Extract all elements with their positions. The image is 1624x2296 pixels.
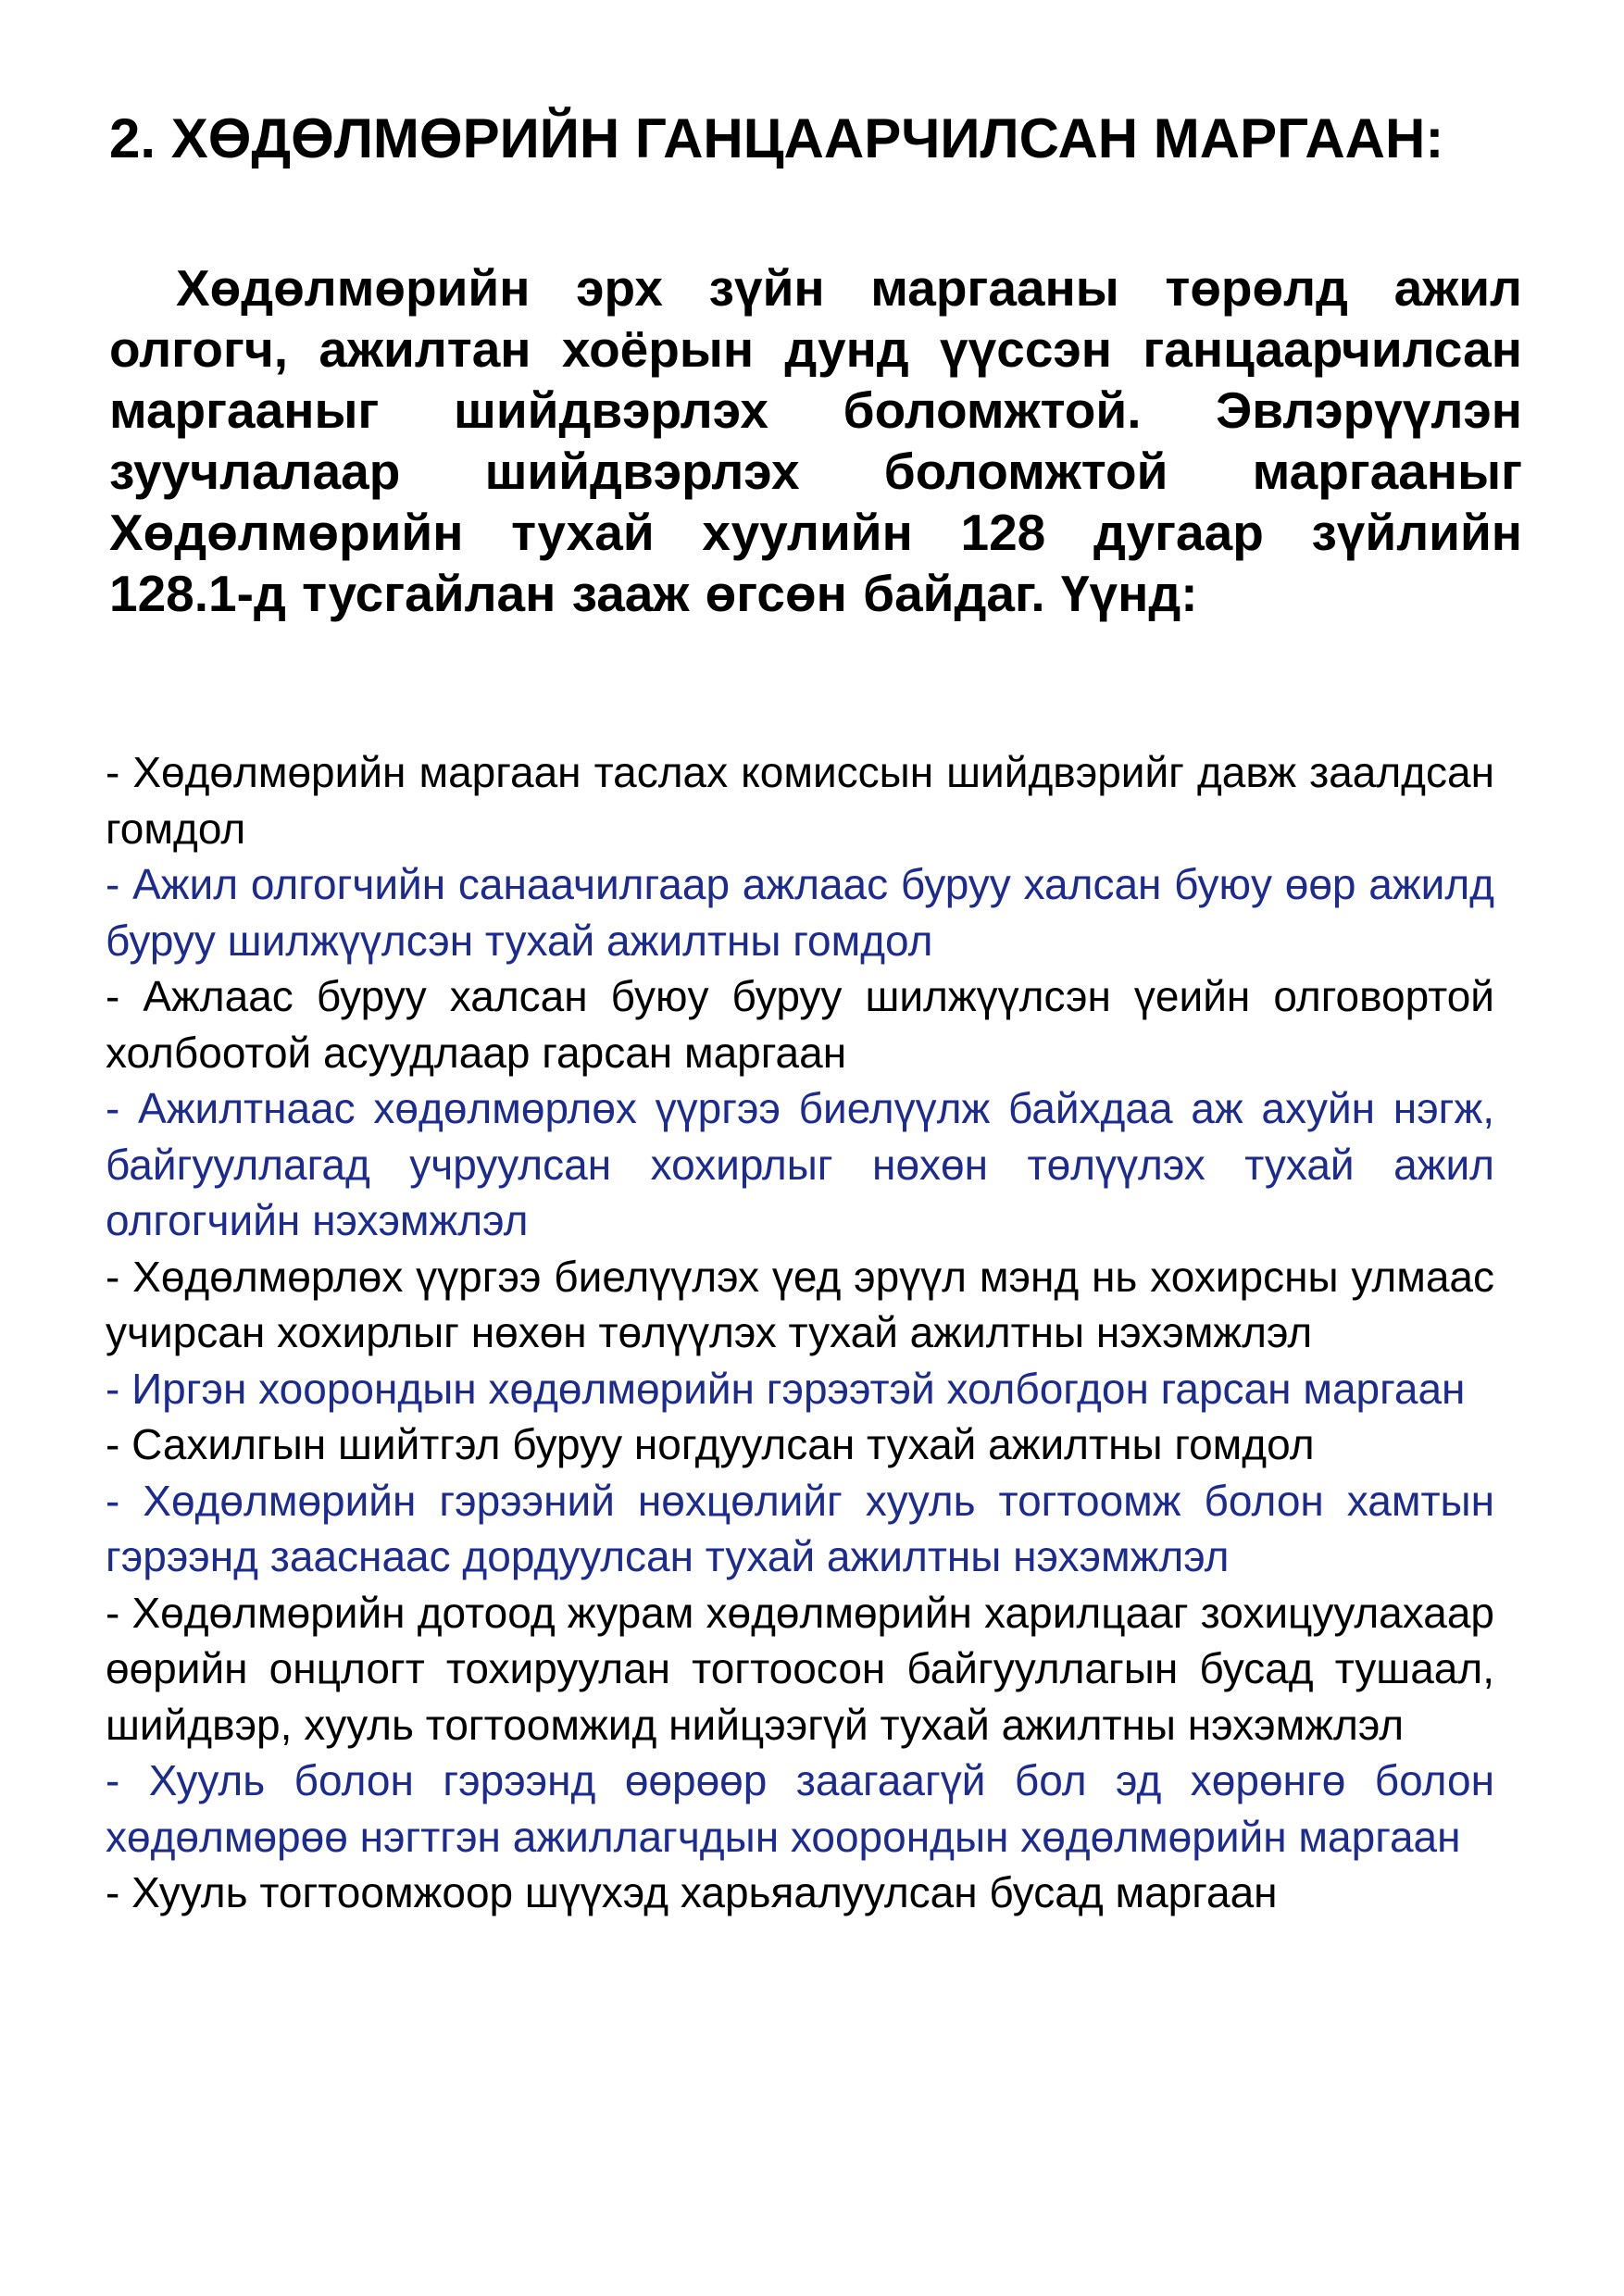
- list-item: - Хөдөлмөрийн маргаан таслах комиссын шийдвэрийг давж заалдсан гомдол: [106, 748, 1494, 853]
- list-item: - Хөдөлмөрлөх үүргээ биелүүлэх үед эрүүл мэнд нь хохирсны улмаас учирсан хохирлыг нөхөн төлүүлэх тухай ажилтны нэхэмжлэл: [106, 1252, 1494, 1356]
- list-item: - Хууль болон гэрээнд өөрөөр заагаагүй бол эд хөрөнгө болон хөдөлмөрөө нэгтгэн ажиллагчдын хоорондын хөдөлмөрийн маргаан: [106, 1756, 1494, 1861]
- list-item: - Хөдөлмөрийн дотоод журам хөдөлмөрийн харилцааг зохицуулахаар өөрийн онцлогт тохируулан тогтоосон байгууллагын бусад тушаал, шийдвэр, хууль тогтоомжид нийцээгүй тухай ажилтны нэхэмжлэл: [106, 1588, 1494, 1749]
- dispute-type-list: [106, 744, 1494, 1921]
- list-item: - Ажилтнаас хөдөлмөрлөх үүргээ биелүүлж байхдаа аж ахуйн нэгж, байгууллагад учруулсан хохирлыг нөхөн төлүүлэх тухай ажил олгогчийн нэхэмжлэл: [106, 1084, 1494, 1244]
- list-item: - Иргэн хоорондын хөдөлмөрийн гэрээтэй холбогдон гарсан маргаан: [106, 1364, 1466, 1413]
- intro-paragraph: Хөдөлмөрийн эрх зүйн маргааны төрөлд ажил олгогч, ажилтан хоёрын дунд үүссэн ганцаарчилсан маргааныг шийдвэрлэх боломжтой. Эвлэрүүлэн зуучлалаар шийдвэрлэх боломжтой маргааныг Хөдөлмөрийн тухай хуулийн 128 дугаар зүйлийн 128.1-д тусгайлан зааж өгсөн байдаг. Үүнд:: [109, 259, 1522, 622]
- list-item: - Ажлаас буруу халсан буюу буруу шилжүүлсэн үеийн олговортой холбоотой асуудлаар гарсан маргаан: [106, 972, 1494, 1077]
- list-item: - Хууль тогтоомжоор шүүхэд харьяалуулсан бусад маргаан: [106, 1868, 1278, 1916]
- page-title: 2. ХӨДӨЛМӨРИЙН ГАНЦААРЧИЛСАН МАРГААН:: [109, 107, 1444, 169]
- list-item: - Хөдөлмөрийн гэрээний нөхцөлийг хууль тогтоомж болон хамтын гэрээнд зааснаас дордуулсан тухай ажилтны нэхэмжлэл: [106, 1476, 1494, 1580]
- list-item: - Сахилгын шийтгэл буруу ногдуулсан тухай ажилтны гомдол: [106, 1420, 1315, 1468]
- list-item: - Ажил олгогчийн санаачилгаар ажлаас буруу халсан буюу өөр ажилд буруу шилжүүлсэн тухай ажилтны гомдол: [106, 860, 1494, 965]
